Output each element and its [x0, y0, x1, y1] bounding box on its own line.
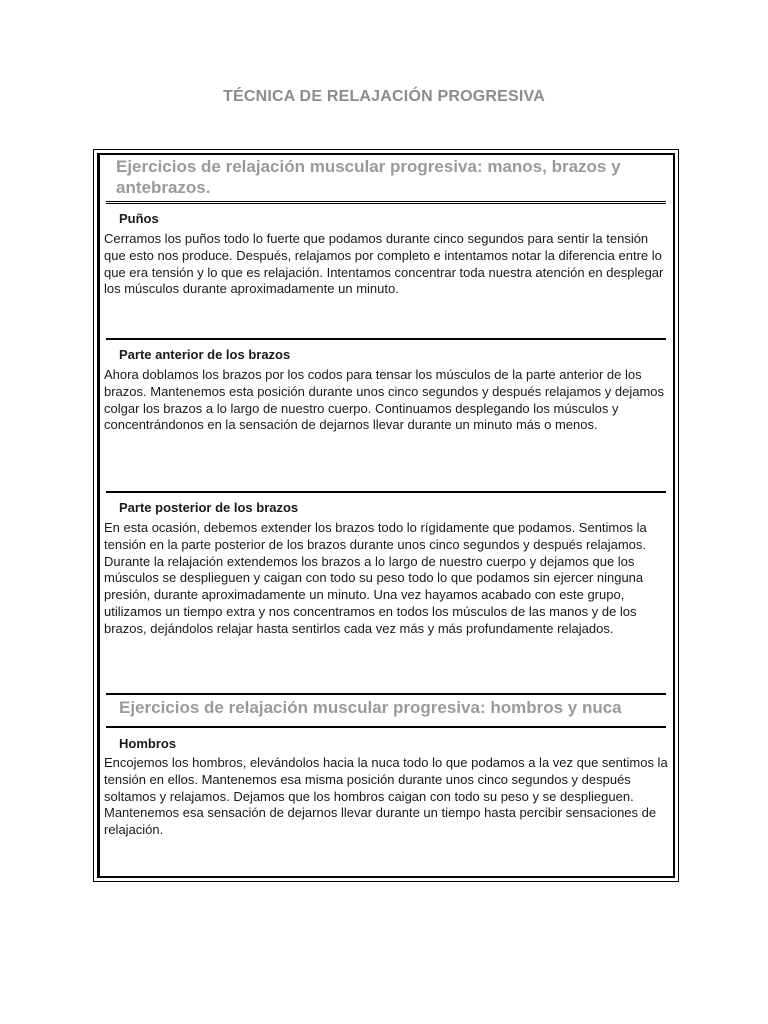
section-divider [106, 201, 666, 204]
item-title-parte-posterior: Parte posterior de los brazos [119, 500, 299, 515]
item-text-parte-anterior: Ahora doblamos los brazos por los codos para tensar los músculos de la parte anterior de los brazos. Mantenemos esta posición durante unos cinco segundos y después relajamos y dejamos colgar los brazos a lo largo de nuestro cuerpo. Continuamos desplegando los músculos y concentrándonos en la sensación de dejarnos llevar durante un minuto más o menos. [104, 367, 665, 433]
row-divider [106, 491, 666, 493]
section-heading-hands-arms: Ejercicios de relajación muscular progresiva: manos, brazos y antebrazos. [116, 157, 621, 197]
item-title-parte-anterior: Parte anterior de los brazos [119, 347, 291, 362]
item-text-hombros: Encojemos los hombros, elevándolos hacia la nuca todo lo que podamos a la vez que sentimos la tensión en ellos. Mantenemos esa misma posición durante unos cinco segundos y después soltamos y relajamos. Dejamos que los hombros caigan con todo su peso y se desplieguen. Mantenemos esa sensación de dejarnos llevar durante un tiempo hasta percibir sensaciones de relajación. [104, 755, 668, 838]
row-divider [106, 338, 666, 340]
item-text-punos: Cerramos los puños todo lo fuerte que podamos durante cinco segundos para sentir la tensión que esto nos produce. Después, relajamos por completo e intentamos notar la diferencia entre lo que era tensión y lo que es relajación. Intentamos concentrar toda nuestra atención en desplegar los músculos durante aproximadamente un minuto. [104, 231, 664, 297]
section-divider [106, 693, 666, 695]
document-title: TÉCNICA DE RELAJACIÓN PROGRESIVA [223, 88, 545, 105]
section-divider [106, 726, 666, 728]
item-title-punos: Puños [119, 211, 159, 226]
item-title-hombros: Hombros [119, 736, 177, 751]
item-text-parte-posterior: En esta ocasión, debemos extender los brazos todo lo rígidamente que podamos. Sentimos la tensión en la parte posterior de los brazos durante unos cinco segundos y después relajamos. Durante la relajación extendemos los brazos a lo largo de nuestro cuerpo y dejamos que los músculos se desplieguen y caigan con todo su peso todo lo que podamos sin ejercer ninguna presión, durante aproximadamente un minuto. Una vez hayamos acabado con este grupo, utilizamos un tiempo extra y nos concentramos en todos los músculos de las manos y de los brazos, dejándolos relajar hasta sentirlos cada vez más y más profundamente relajados. [104, 520, 647, 636]
section-heading-shoulders-neck: Ejercicios de relajación muscular progresiva: hombros y nuca [119, 698, 622, 717]
